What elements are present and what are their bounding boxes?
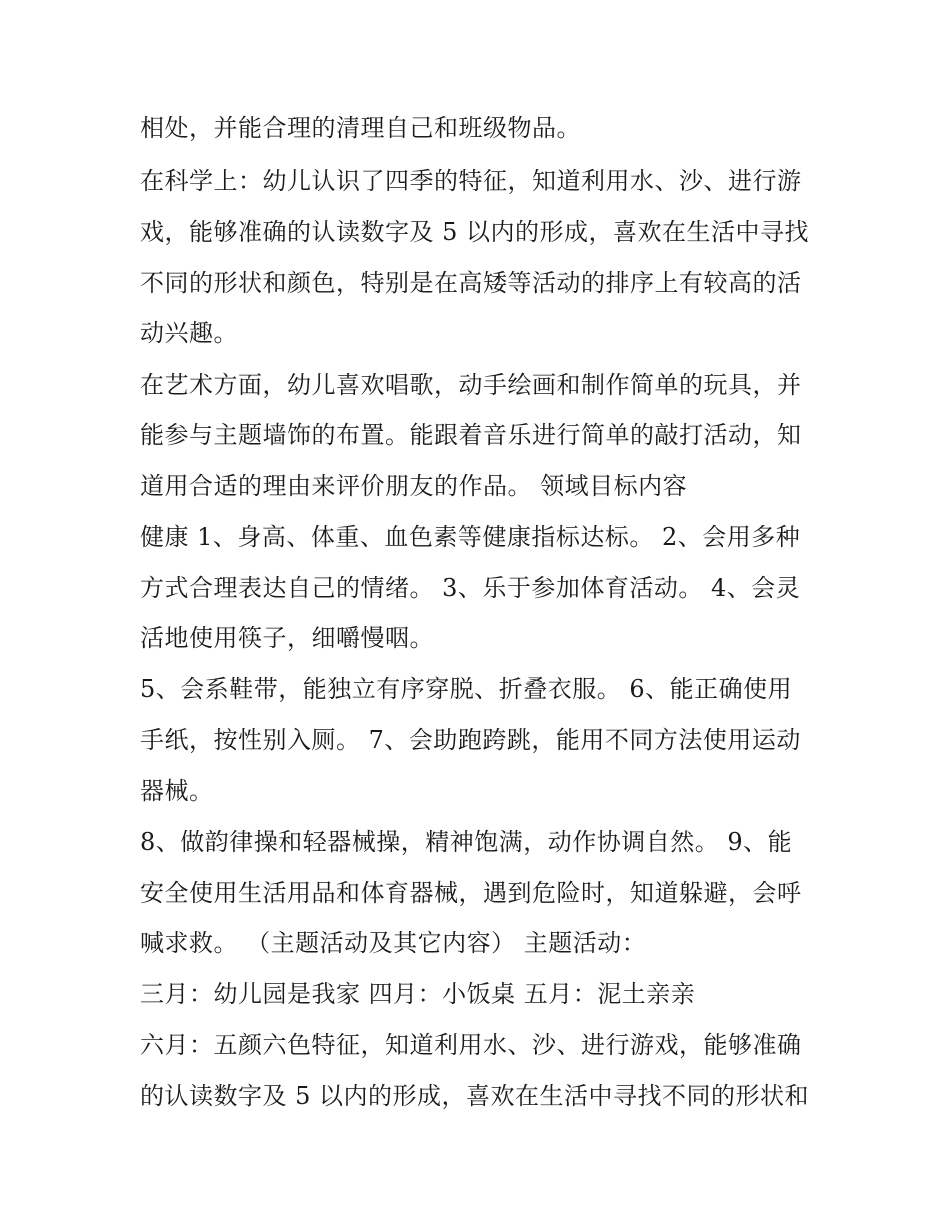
text-line: 不同的形状和颜色，特别是在高矮等活动的排序上有较高的活 (140, 269, 802, 297)
text-line: 动兴趣。 (140, 319, 238, 347)
text-line: 5、会系鞋带，能独立有序穿脱、折叠衣服。 6、能正确使用 (140, 675, 793, 703)
text-line: 方式合理表达自己的情绪。 3、乐于参加体育活动。 4、会灵 (140, 574, 801, 602)
text-line: 手纸，按性别入厕。 7、会助跑跨跳，能用不同方法使用运动 (140, 726, 801, 754)
text-line: 的认读数字及 5 以内的形成，喜欢在生活中寻找不同的形状和 (140, 1082, 810, 1110)
text-line: 在艺术方面，幼儿喜欢唱歌，动手绘画和制作简单的玩具，并 (140, 371, 802, 399)
text-line: 活地使用筷子，细嚼慢咽。 (140, 624, 434, 652)
text-line: 三月：幼儿园是我家 四月：小饭桌 五月：泥土亲亲 (140, 980, 696, 1008)
text-line: 喊求救。 （主题活动及其它内容） 主题活动： (140, 929, 647, 957)
text-line: 健康 1、身高、体重、血色素等健康指标达标。 2、会用多种 (140, 523, 801, 551)
text-line: 8、做韵律操和轻器械操，精神饱满，动作协调自然。 9、能 (140, 828, 793, 856)
text-line: 器械。 (140, 777, 214, 805)
text-line: 道用合适的理由来评价朋友的作品。 领域目标内容 (140, 472, 688, 500)
text-line: 安全使用生活用品和体育器械，遇到危险时，知道躲避，会呼 (140, 879, 802, 907)
text-line: 六月：五颜六色特征，知道利用水、沙、进行游戏，能够准确 (140, 1031, 802, 1059)
text-line: 相处，并能合理的清理自己和班级物品。 (140, 114, 581, 142)
text-line: 在科学上：幼儿认识了四季的特征，知道利用水、沙、进行游 (140, 167, 802, 195)
text-line: 能参与主题墙饰的布置。能跟着音乐进行简单的敲打活动，知 (140, 421, 802, 449)
text-line: 戏，能够准确的认读数字及 5 以内的形成，喜欢在生活中寻找 (140, 218, 810, 246)
